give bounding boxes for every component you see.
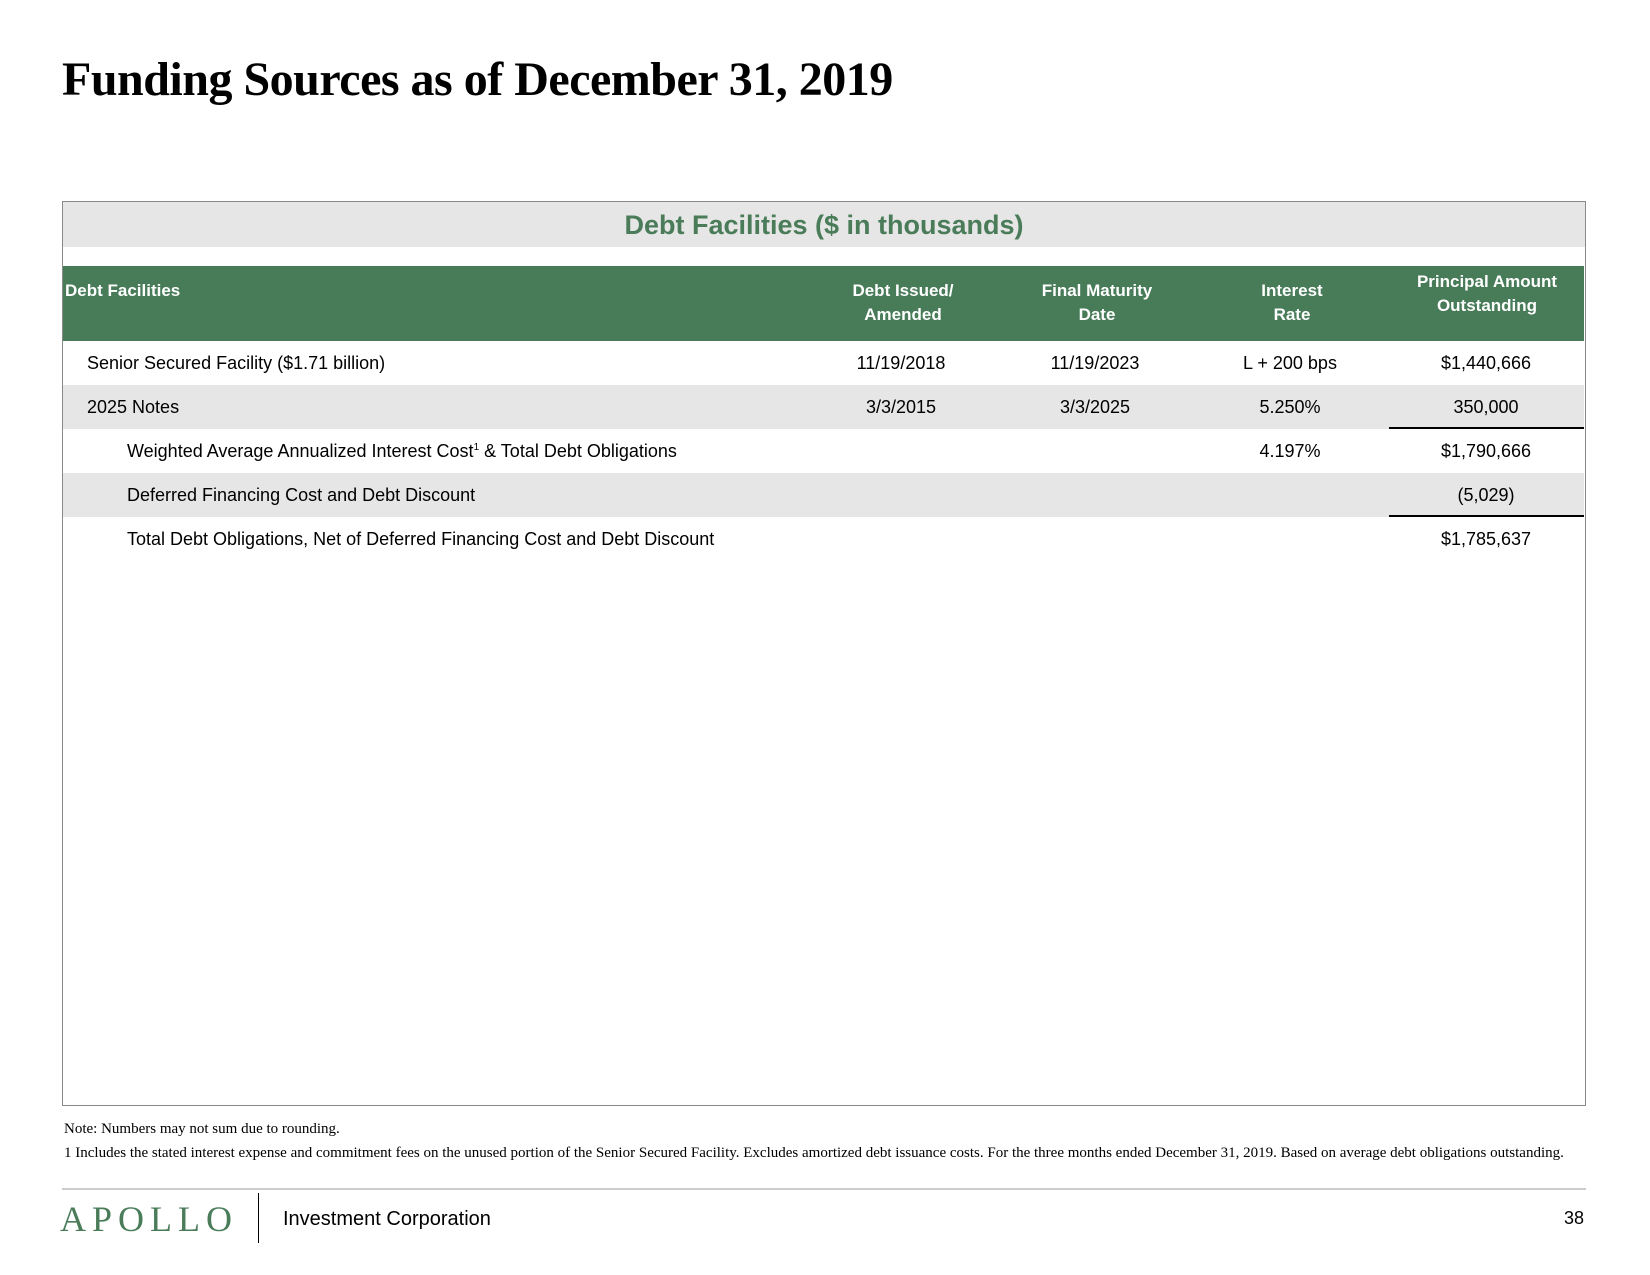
table-row: 2025 Notes 3/3/2015 3/3/2025 5.250% 350,000 <box>63 385 1584 429</box>
table-row: Total Debt Obligations, Net of Deferred Financing Cost and Debt Discount $1,785,637 <box>127 529 1532 549</box>
table-row: Deferred Financing Cost and Debt Discount (5,029) <box>63 473 1584 517</box>
footer-divider <box>62 1188 1586 1190</box>
header-issued: Debt Issued/ Amended <box>852 281 954 324</box>
header-principal: Principal Amount Outstanding <box>1416 272 1558 315</box>
page-number: 38 <box>1564 1208 1585 1228</box>
header-facility: Debt Facilities <box>65 281 181 300</box>
company-name: Investment Corporation <box>283 1208 491 1230</box>
rounding-note: Note: Numbers may not sum due to rounding. <box>64 1121 340 1137</box>
table-caption: Debt Facilities ($ in thousands) <box>63 202 1585 247</box>
logo-divider <box>258 1193 259 1243</box>
header-maturity: Final Maturity Date <box>1041 281 1153 324</box>
page-title: Funding Sources as of December 31, 2019 <box>62 53 893 106</box>
table-row: Senior Secured Facility ($1.71 billion) 11/19/2018 11/19/2023 L + 200 bps $1,440,666 <box>87 353 1532 373</box>
apollo-logo: APOLLO <box>60 1199 238 1239</box>
table-row: Weighted Average Annualized Interest Cost$^1$ & Total Debt Obligations 4.197% $1,790,666 <box>127 441 1532 461</box>
header-rate: Interest Rate <box>1261 281 1323 324</box>
table-header <box>63 266 1584 341</box>
debt-facilities-table <box>62 201 1586 1106</box>
footnote-1: 1 Includes the stated interest expense and commitment fees on the unused portion of the Senior Secured Facility. Excludes amortized debt issuance costs. For the three months ended December 31, 2019. Based on average debt obligations outstanding. <box>64 1145 1564 1161</box>
